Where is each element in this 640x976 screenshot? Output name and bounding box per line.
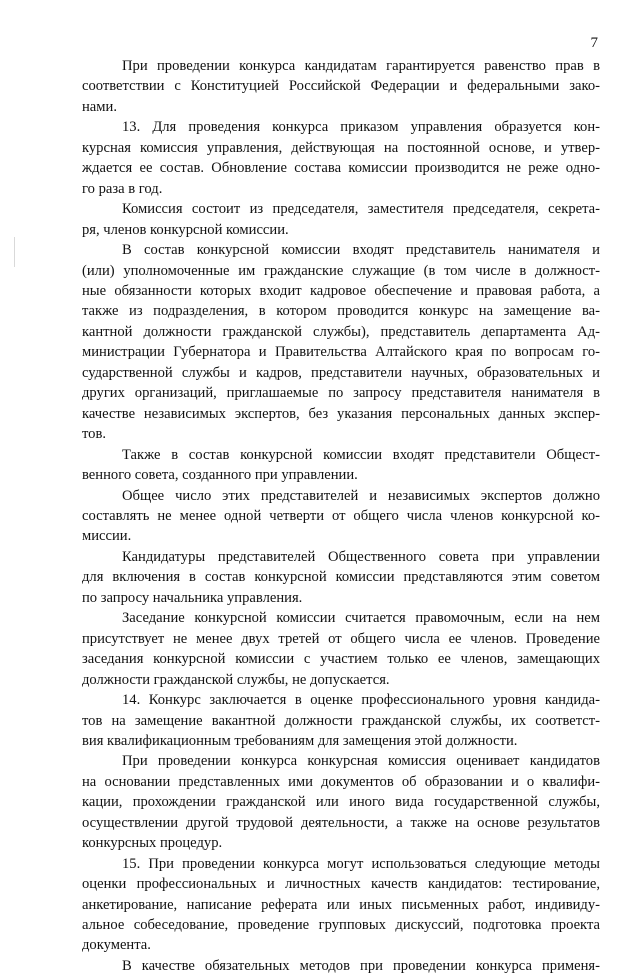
text-line: В качестве обязательных методов при проведении конкурса применя-	[122, 957, 600, 974]
text-line: ные обязанности которых входит кадровое обеспечение и правовая работа, а	[82, 282, 600, 299]
text-line: 13. Для проведения конкурса приказом управления образуется кон-	[122, 119, 600, 136]
text-line: ждается ее состав. Обновление состава комиссии производится не реже одно-	[82, 160, 600, 177]
text-line: курсная комиссия управления, действующая на постоянной основе, и утвер-	[82, 139, 600, 156]
text-line: нами.	[82, 98, 117, 115]
scan-margin-mark	[14, 237, 15, 267]
text-line: на основании представленных ими документов об образовании и о квалифи-	[82, 773, 600, 790]
text-line: должности гражданской службы, не допускается.	[82, 671, 390, 688]
paragraph	[82, 956, 600, 976]
paragraph	[82, 56, 600, 117]
text-line: тов.	[82, 426, 107, 443]
text-line: оценки профессиональных и личностных качеств кандидатов: тестирование,	[82, 876, 600, 893]
text-line: тов на замещение вакантной должности гражданской службы, их соответст-	[82, 712, 600, 729]
text-line: сударственной службы и кадров, представители научных, образовательных и	[82, 364, 600, 381]
paragraph	[82, 117, 600, 199]
text-line: осуществлении другой трудовой деятельности, а также на основе результатов	[82, 814, 600, 831]
text-line: Также в состав конкурсной комиссии входят представители Общест-	[122, 446, 600, 463]
text-line: ря, членов конкурсной комиссии.	[82, 221, 289, 238]
text-line: других организаций, приглашаемые по запросу представителя нанимателя в	[82, 385, 600, 402]
text-line: присутствует не менее двух третей от общего числа ее членов. Проведение	[82, 630, 600, 647]
text-line: (или) уполномоченные им гражданские служащие (в том числе в должност-	[82, 262, 600, 279]
text-line: миссии.	[82, 528, 132, 545]
paragraph	[82, 486, 600, 547]
text-line: анкетирование, написание реферата или иных письменных работ, индивиду-	[82, 896, 600, 913]
text-line: вия квалификационным требованиям для замещения этой должности.	[82, 732, 518, 749]
text-line: по запросу начальника управления.	[82, 589, 303, 606]
text-line: кантной должности гражданской службы), представитель департамента Ад-	[82, 323, 600, 340]
text-line: При проведении конкурса конкурсная комиссия оценивает кандидатов	[122, 753, 600, 770]
document-body	[82, 56, 600, 976]
text-line: документа.	[82, 937, 151, 954]
text-line: Заседание конкурсной комиссии считается правомочным, если на нем	[122, 610, 600, 627]
text-line: соответствии с Конституцией Российской Федерации и федеральными зако-	[82, 78, 600, 95]
text-line: венного совета, созданного при управлении.	[82, 467, 358, 484]
paragraph	[82, 751, 600, 853]
paragraph	[82, 547, 600, 608]
text-line: Комиссия состоит из председателя, заместителя председателя, секрета-	[122, 201, 600, 218]
text-line: го раза в год.	[82, 180, 163, 197]
text-line: При проведении конкурса кандидатам гарантируется равенство прав в	[122, 58, 600, 74]
paragraph	[82, 240, 600, 445]
paragraph	[82, 445, 600, 486]
text-line: В состав конкурсной комиссии входят представитель нанимателя и	[122, 242, 600, 259]
paragraph	[82, 690, 600, 751]
text-line: 15. При проведении конкурса могут использоваться следующие методы	[122, 855, 600, 872]
page-number: 7	[590, 35, 598, 51]
text-line: министрации Губернатора и Правительства Алтайского края по вопросам го-	[82, 344, 600, 361]
text-line: 14. Конкурс заключается в оценке профессионального уровня кандида-	[122, 692, 600, 709]
text-line: альное собеседование, проведение групповых дискуссий, подготовка проекта	[82, 917, 600, 934]
text-line: кации, прохождении гражданской или иного вида государственной службы,	[82, 794, 600, 811]
paragraph	[82, 608, 600, 690]
text-line: качестве независимых экспертов, без указания персональных данных экспер-	[82, 405, 600, 422]
text-line: для включения в состав конкурсной комиссии представляются этим советом	[82, 569, 600, 586]
text-line: Общее число этих представителей и независимых экспертов должно	[122, 487, 600, 504]
paragraph	[82, 199, 600, 240]
text-line: Кандидатуры представителей Общественного совета при управлении	[122, 548, 600, 565]
text-line: заседания конкурсной комиссии с участием только ее членов, замещающих	[82, 651, 600, 668]
text-line: составлять не менее одной четверти от общего числа членов конкурсной ко-	[82, 507, 600, 524]
text-line: также из подразделения, в котором проводится конкурс на замещение ва-	[82, 303, 600, 320]
text-line: конкурсных процедур.	[82, 835, 223, 852]
